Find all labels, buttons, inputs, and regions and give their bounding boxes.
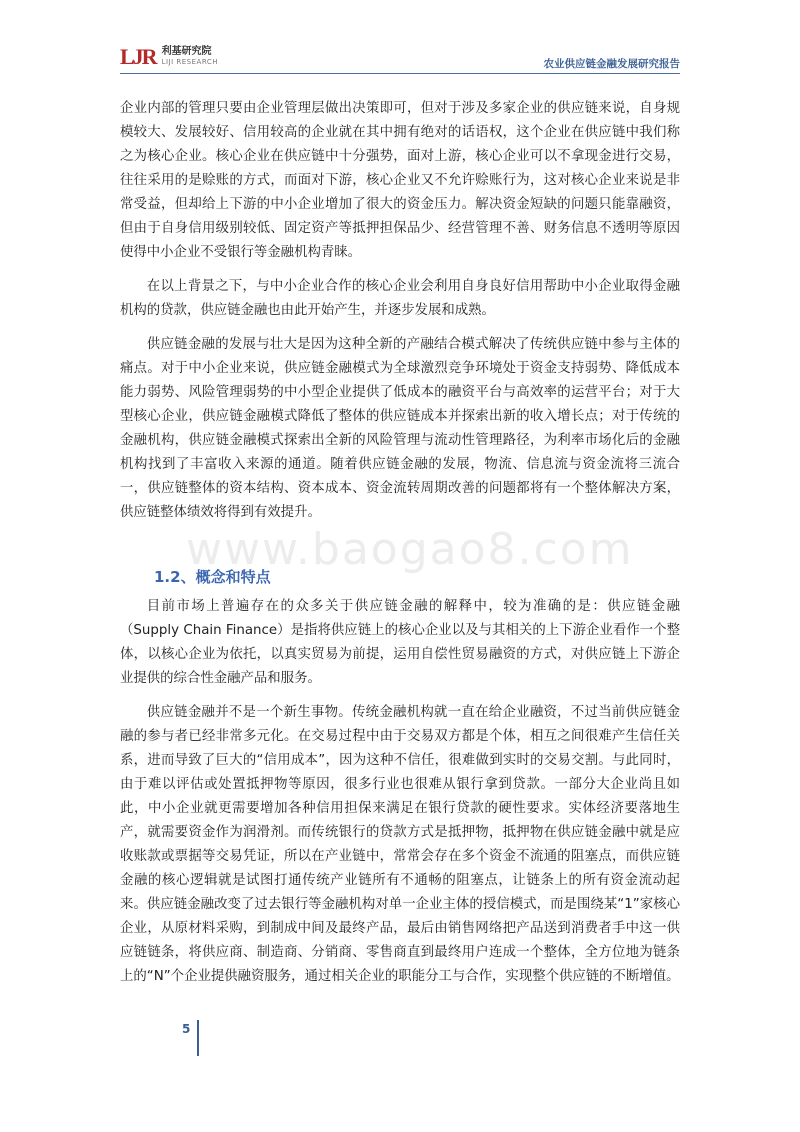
paragraph: 在以上背景之下，与中小企业合作的核心企业会利用自身良好信用帮助中小企业取得金融机构的贷款，供应链金融也由此开始产生，并逐步发展和成熟。 xyxy=(120,279,680,318)
paragraph: 目前市场上普遍存在的众多关于供应链金融的解释中，较为准确的是：供应链金融（Supply Chain Finance）是指将供应链上的核心企业以及与其相关的上下游企业看作一个整体，以核心企业为依托，以真实贸易为前提，运用自偿性贸易融资的方式，对供应链上下游企业提供的综合性金融产品和服务。 xyxy=(120,599,680,686)
logo-mark: LJR xyxy=(120,44,156,69)
paragraph: 供应链金融并不是一个新生事物。传统金融机构就一直在给企业融资，不过当前供应链金融的参与者已经非常多元化。在交易过程中由于交易双方都是个体，相互之间很难产生信任关系，进而导致了巨大的“信用成本”，因为这种不信任，很难做到实时的交易交割。与此同时，由于难以评估或处置抵押物等原因，很多行业也很难从银行拿到贷款。一部分大企业尚且如此，中小企业就更需要增加各种信用担保来满足在银行贷款的硬性要求。实体经济要落地生产，就需要资金作为润滑剂。而传统银行的贷款方式是抵押物，抵押物在供应链金融中就是应收账款或票据等交易凭证，所以在产业链中，常常会存在多个资金不流通的阻塞点，而供应链金融的核心逻辑就是试图打通传统产业链所有不通畅的阻塞点，让链条上的所有资金流动起来。供应链金融改变了过去银行等金融机构对单一企业主体的授信模式，而是围绕某“1”家核心企业，从原材料采购，到制成中间及最终产品，最后由销售网络把产品送到消费者手中这一供应链链条，将供应商、制造商、分销商、零售商直到最终用户连成一个整体，全方位地为链条上的“N”个企业提供融资服务，通过相关企业的职能分工与合作，实现整个供应链的不断增值。 xyxy=(120,705,680,984)
logo xyxy=(120,46,218,70)
logo-text xyxy=(162,46,218,68)
watermark: www.baogao8.com xyxy=(186,524,634,575)
paragraph: 企业内部的管理只要由企业管理层做出决策即可，但对于涉及多家企业的供应链来说，自身规模较大、发展较好、信用较高的企业就在其中拥有绝对的话语权，这个企业在供应链中我们称之为核心企业。核心企业在供应链中十分强势，面对上游，核心企业可以不拿现金进行交易，往往采用的是赊账的方式，而面对下游，核心企业又不允许赊账行为，这对核心企业来说是非常受益，但却给上下游的中小企业增加了很大的资金压力。解决资金短缺的问题只能靠融资，但由于自身信用级别较低、固定资产等抵押担保品少、经营管理不善、财务信息不透明等原因使得中小企业不受银行等金融机构青睐。 xyxy=(120,101,680,260)
logo-name-cn: 利基研究院 xyxy=(161,46,212,57)
page-header xyxy=(120,46,680,72)
page-number-bar xyxy=(197,1020,199,1056)
report-title: 农业供应链金融发展研究报告 xyxy=(543,58,680,70)
page-number: 5 xyxy=(182,1022,191,1036)
paragraph: 供应链金融的发展与壮大是因为这种全新的产融结合模式解决了传统供应链中参与主体的痛点。对于中小企业来说，供应链金融模式为全球激烈竞争环境处于资金支持弱势、降低成本能力弱势、风险管理弱势的中小型企业提供了低成本的融资平台与高效率的运营平台；对于大型核心企业，供应链金融模式降低了整体的供应链成本并探索出新的收入增长点；对于传统的金融机构，供应链金融模式探索出全新的风险管理与流动性管理路径，为利率市场化后的金融机构找到了丰富收入来源的通道。随着供应链金融的发展，物流、信息流与资金流将三流合一，供应链整体的资本结构、资本成本、资金流转周期改善的问题都将有一个整体解决方案，供应链整体绩效将得到有效提升。 xyxy=(120,337,680,520)
section-heading: 1.2、概念和特点 xyxy=(154,568,271,586)
header-divider xyxy=(120,73,680,74)
page-content xyxy=(120,97,680,999)
logo-name-en: LIJI RESEARCH xyxy=(161,58,218,66)
